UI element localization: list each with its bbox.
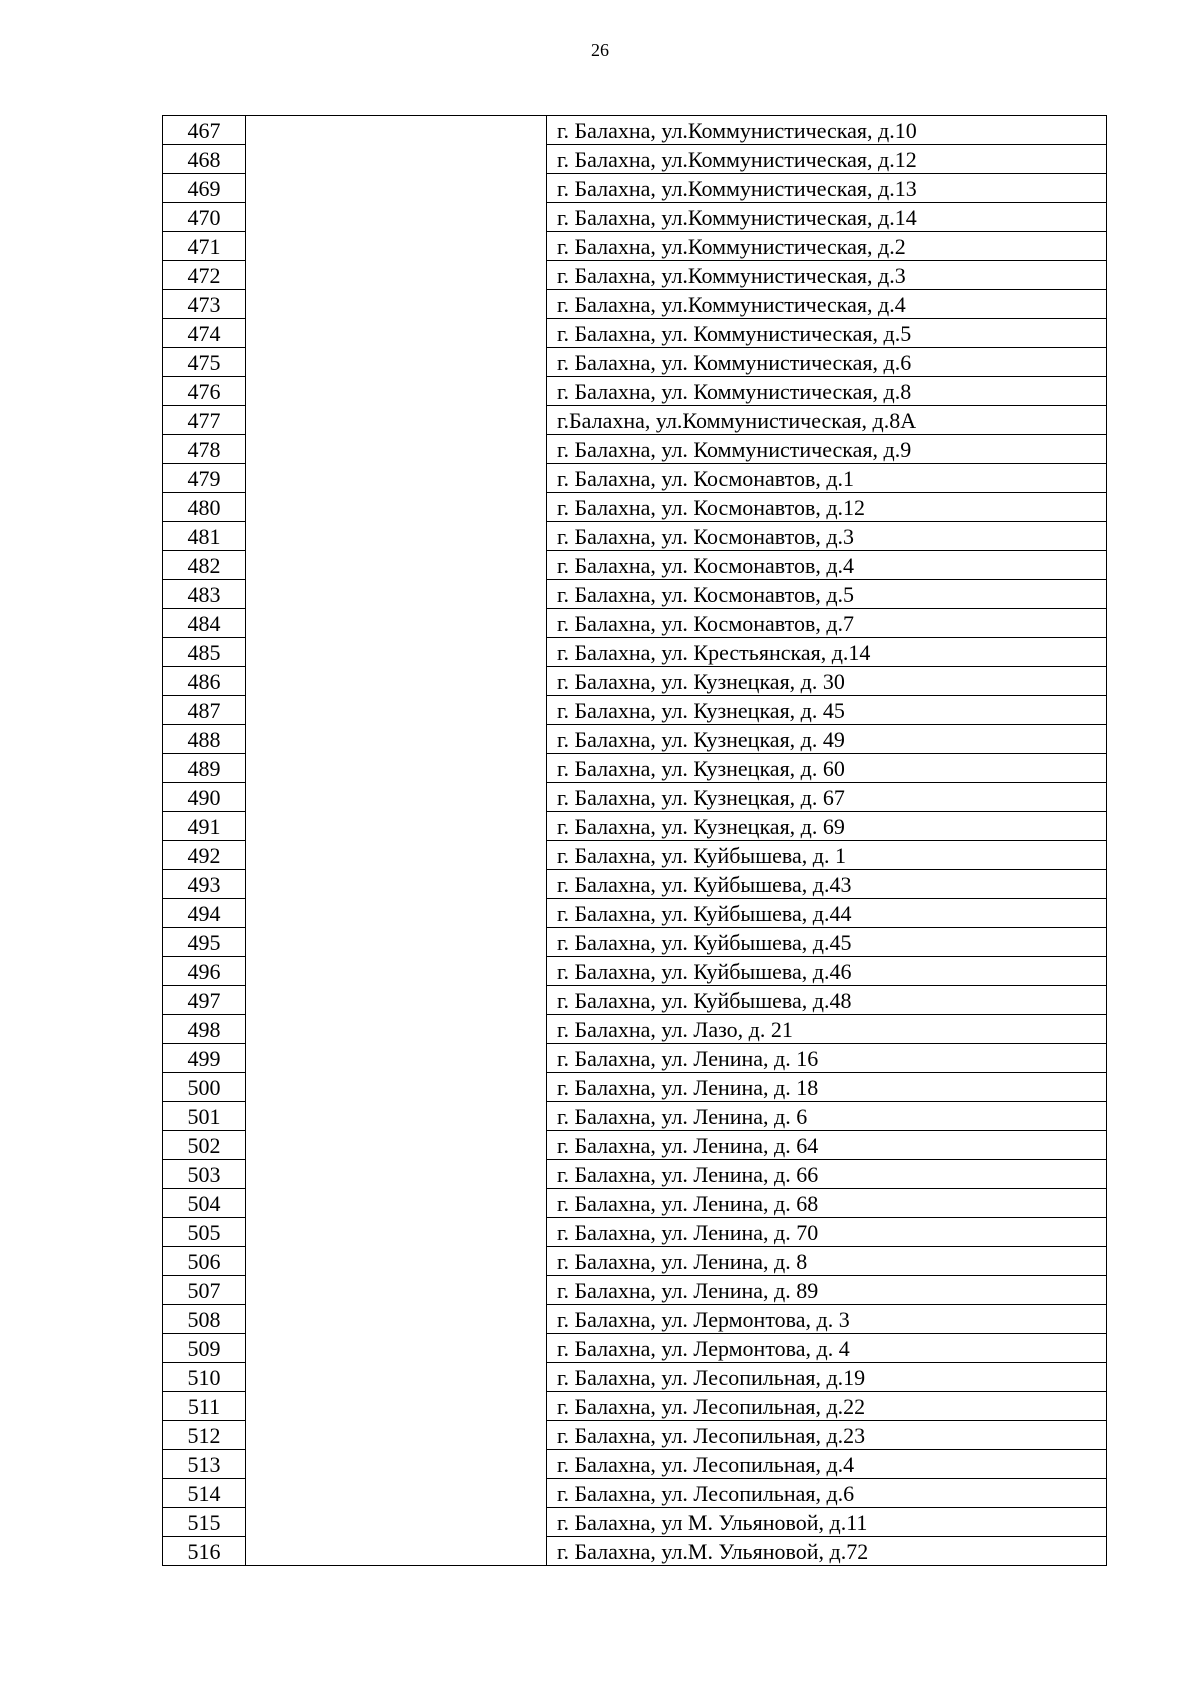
row-number-cell: 482: [163, 551, 246, 580]
table-row: [163, 609, 1107, 638]
table-row: [163, 1276, 1107, 1305]
table-row: [163, 377, 1107, 406]
address-cell: г. Балахна, ул.Коммунистическая, д.3: [547, 261, 1107, 290]
empty-middle-cell: [246, 1450, 547, 1479]
row-number-cell: 480: [163, 493, 246, 522]
empty-middle-cell: [246, 1044, 547, 1073]
address-cell: г. Балахна, ул. Космонавтов, д.7: [547, 609, 1107, 638]
row-number-cell: 515: [163, 1508, 246, 1537]
empty-middle-cell: [246, 696, 547, 725]
table-row: [163, 1392, 1107, 1421]
table-row: [163, 232, 1107, 261]
empty-middle-cell: [246, 1073, 547, 1102]
empty-middle-cell: [246, 1421, 547, 1450]
address-cell: г. Балахна, ул. Ленина, д. 6: [547, 1102, 1107, 1131]
row-number-cell: 513: [163, 1450, 246, 1479]
address-cell: г. Балахна, ул. Ленина, д. 16: [547, 1044, 1107, 1073]
address-cell: г. Балахна, ул. Куйбышева, д.48: [547, 986, 1107, 1015]
row-number-cell: 504: [163, 1189, 246, 1218]
empty-middle-cell: [246, 1392, 547, 1421]
address-cell: г. Балахна, ул. Космонавтов, д.1: [547, 464, 1107, 493]
empty-middle-cell: [246, 667, 547, 696]
address-cell: г. Балахна, ул.Коммунистическая, д.10: [547, 116, 1107, 145]
row-number-cell: 499: [163, 1044, 246, 1073]
row-number-cell: 486: [163, 667, 246, 696]
table-row: [163, 899, 1107, 928]
address-cell: г. Балахна, ул. Лесопильная, д.19: [547, 1363, 1107, 1392]
row-number-cell: 471: [163, 232, 246, 261]
row-number-cell: 478: [163, 435, 246, 464]
address-cell: г. Балахна, ул. Кузнецкая, д. 60: [547, 754, 1107, 783]
table-row: [163, 812, 1107, 841]
table-row: [163, 957, 1107, 986]
address-cell: г. Балахна, ул.Коммунистическая, д.12: [547, 145, 1107, 174]
table-row: [163, 1218, 1107, 1247]
address-cell: г.Балахна, ул.Коммунистическая, д.8А: [547, 406, 1107, 435]
row-number-cell: 485: [163, 638, 246, 667]
table-row: [163, 203, 1107, 232]
row-number-cell: 477: [163, 406, 246, 435]
row-number-cell: 479: [163, 464, 246, 493]
empty-middle-cell: [246, 116, 547, 145]
empty-middle-cell: [246, 1247, 547, 1276]
empty-middle-cell: [246, 1334, 547, 1363]
table-row: [163, 435, 1107, 464]
row-number-cell: 502: [163, 1131, 246, 1160]
table-row: [163, 1102, 1107, 1131]
address-cell: г. Балахна, ул. Кузнецкая, д. 45: [547, 696, 1107, 725]
address-cell: г. Балахна, ул. Лесопильная, д.4: [547, 1450, 1107, 1479]
address-cell: г. Балахна, ул. Лесопильная, д.6: [547, 1479, 1107, 1508]
table-row: [163, 841, 1107, 870]
empty-middle-cell: [246, 899, 547, 928]
empty-middle-cell: [246, 493, 547, 522]
address-cell: г. Балахна, ул М. Ульяновой, д.11: [547, 1508, 1107, 1537]
table-row: [163, 1479, 1107, 1508]
page-number: 26: [591, 40, 609, 60]
table-row: [163, 986, 1107, 1015]
row-number-cell: 497: [163, 986, 246, 1015]
empty-middle-cell: [246, 1102, 547, 1131]
row-number-cell: 472: [163, 261, 246, 290]
row-number-cell: 469: [163, 174, 246, 203]
empty-middle-cell: [246, 638, 547, 667]
table-row: [163, 1537, 1107, 1566]
row-number-cell: 495: [163, 928, 246, 957]
address-cell: г. Балахна, ул. Куйбышева, д.44: [547, 899, 1107, 928]
row-number-cell: 514: [163, 1479, 246, 1508]
address-cell: г. Балахна, ул. Ленина, д. 89: [547, 1276, 1107, 1305]
table-row: [163, 1363, 1107, 1392]
empty-middle-cell: [246, 406, 547, 435]
table-row: [163, 696, 1107, 725]
address-cell: г. Балахна, ул.Коммунистическая, д.13: [547, 174, 1107, 203]
table-row: [163, 1160, 1107, 1189]
address-table: [162, 115, 1107, 1566]
address-cell: г. Балахна, ул. Лермонтова, д. 3: [547, 1305, 1107, 1334]
table-row: [163, 522, 1107, 551]
empty-middle-cell: [246, 377, 547, 406]
address-cell: г. Балахна, ул. Кузнецкая, д. 49: [547, 725, 1107, 754]
row-number-cell: 516: [163, 1537, 246, 1566]
table-row: [163, 870, 1107, 899]
row-number-cell: 509: [163, 1334, 246, 1363]
row-number-cell: 505: [163, 1218, 246, 1247]
address-cell: г. Балахна, ул. Крестьянская, д.14: [547, 638, 1107, 667]
empty-middle-cell: [246, 290, 547, 319]
row-number-cell: 496: [163, 957, 246, 986]
address-cell: г. Балахна, ул. Космонавтов, д.5: [547, 580, 1107, 609]
row-number-cell: 508: [163, 1305, 246, 1334]
address-cell: г. Балахна, ул. Кузнецкая, д. 30: [547, 667, 1107, 696]
address-cell: г. Балахна, ул. Куйбышева, д. 1: [547, 841, 1107, 870]
address-cell: г. Балахна, ул.Коммунистическая, д.2: [547, 232, 1107, 261]
row-number-cell: 493: [163, 870, 246, 899]
table-row: [163, 493, 1107, 522]
table-row: [163, 290, 1107, 319]
table-row: [163, 1334, 1107, 1363]
empty-middle-cell: [246, 551, 547, 580]
empty-middle-cell: [246, 725, 547, 754]
table-row: [163, 406, 1107, 435]
row-number-cell: 488: [163, 725, 246, 754]
empty-middle-cell: [246, 1305, 547, 1334]
row-number-cell: 481: [163, 522, 246, 551]
address-cell: г. Балахна, ул.Коммунистическая, д.4: [547, 290, 1107, 319]
table-row: [163, 1131, 1107, 1160]
empty-middle-cell: [246, 1479, 547, 1508]
row-number-cell: 506: [163, 1247, 246, 1276]
row-number-cell: 487: [163, 696, 246, 725]
row-number-cell: 490: [163, 783, 246, 812]
address-cell: г. Балахна, ул.М. Ульяновой, д.72: [547, 1537, 1107, 1566]
table-row: [163, 1450, 1107, 1479]
address-cell: г. Балахна, ул. Лесопильная, д.23: [547, 1421, 1107, 1450]
empty-middle-cell: [246, 1276, 547, 1305]
address-cell: г. Балахна, ул.Коммунистическая, д.14: [547, 203, 1107, 232]
address-cell: г. Балахна, ул. Ленина, д. 68: [547, 1189, 1107, 1218]
table-row: [163, 754, 1107, 783]
table-row: [163, 1421, 1107, 1450]
empty-middle-cell: [246, 232, 547, 261]
row-number-cell: 476: [163, 377, 246, 406]
row-number-cell: 467: [163, 116, 246, 145]
address-cell: г. Балахна, ул. Космонавтов, д.4: [547, 551, 1107, 580]
address-cell: г. Балахна, ул. Коммунистическая, д.9: [547, 435, 1107, 464]
row-number-cell: 491: [163, 812, 246, 841]
address-cell: г. Балахна, ул. Коммунистическая, д.5: [547, 319, 1107, 348]
empty-middle-cell: [246, 348, 547, 377]
table-row: [163, 580, 1107, 609]
row-number-cell: 511: [163, 1392, 246, 1421]
address-cell: г. Балахна, ул. Ленина, д. 8: [547, 1247, 1107, 1276]
row-number-cell: 510: [163, 1363, 246, 1392]
row-number-cell: 501: [163, 1102, 246, 1131]
row-number-cell: 475: [163, 348, 246, 377]
table-row: [163, 319, 1107, 348]
address-cell: г. Балахна, ул. Коммунистическая, д.6: [547, 348, 1107, 377]
address-cell: г. Балахна, ул. Кузнецкая, д. 67: [547, 783, 1107, 812]
table-row: [163, 1305, 1107, 1334]
address-cell: г. Балахна, ул. Космонавтов, д.12: [547, 493, 1107, 522]
empty-middle-cell: [246, 609, 547, 638]
empty-middle-cell: [246, 870, 547, 899]
empty-middle-cell: [246, 1508, 547, 1537]
row-number-cell: 474: [163, 319, 246, 348]
row-number-cell: 500: [163, 1073, 246, 1102]
empty-middle-cell: [246, 1160, 547, 1189]
row-number-cell: 498: [163, 1015, 246, 1044]
table-row: [163, 261, 1107, 290]
empty-middle-cell: [246, 203, 547, 232]
address-cell: г. Балахна, ул. Куйбышева, д.46: [547, 957, 1107, 986]
empty-middle-cell: [246, 783, 547, 812]
empty-middle-cell: [246, 1218, 547, 1247]
table-row: [163, 725, 1107, 754]
table-row: [163, 1189, 1107, 1218]
empty-middle-cell: [246, 841, 547, 870]
table-row: [163, 1247, 1107, 1276]
empty-middle-cell: [246, 1015, 547, 1044]
row-number-cell: 468: [163, 145, 246, 174]
empty-middle-cell: [246, 261, 547, 290]
row-number-cell: 473: [163, 290, 246, 319]
table-row: [163, 783, 1107, 812]
empty-middle-cell: [246, 319, 547, 348]
row-number-cell: 512: [163, 1421, 246, 1450]
address-cell: г. Балахна, ул. Лазо, д. 21: [547, 1015, 1107, 1044]
row-number-cell: 507: [163, 1276, 246, 1305]
address-cell: г. Балахна, ул. Коммунистическая, д.8: [547, 377, 1107, 406]
table-row: [163, 1015, 1107, 1044]
address-cell: г. Балахна, ул. Космонавтов, д.3: [547, 522, 1107, 551]
table-row: [163, 667, 1107, 696]
row-number-cell: 484: [163, 609, 246, 638]
address-cell: г. Балахна, ул. Лесопильная, д.22: [547, 1392, 1107, 1421]
address-cell: г. Балахна, ул. Ленина, д. 64: [547, 1131, 1107, 1160]
empty-middle-cell: [246, 580, 547, 609]
table-row: [163, 1508, 1107, 1537]
empty-middle-cell: [246, 1189, 547, 1218]
table-row: [163, 464, 1107, 493]
row-number-cell: 503: [163, 1160, 246, 1189]
empty-middle-cell: [246, 1131, 547, 1160]
empty-middle-cell: [246, 1363, 547, 1392]
row-number-cell: 489: [163, 754, 246, 783]
empty-middle-cell: [246, 522, 547, 551]
table-row: [163, 1044, 1107, 1073]
table-row: [163, 174, 1107, 203]
row-number-cell: 483: [163, 580, 246, 609]
table-row: [163, 145, 1107, 174]
empty-middle-cell: [246, 986, 547, 1015]
empty-middle-cell: [246, 928, 547, 957]
address-cell: г. Балахна, ул. Куйбышева, д.43: [547, 870, 1107, 899]
empty-middle-cell: [246, 145, 547, 174]
empty-middle-cell: [246, 464, 547, 493]
table-row: [163, 1073, 1107, 1102]
table-row: [163, 116, 1107, 145]
address-cell: г. Балахна, ул. Ленина, д. 70: [547, 1218, 1107, 1247]
row-number-cell: 494: [163, 899, 246, 928]
table-row: [163, 638, 1107, 667]
address-cell: г. Балахна, ул. Ленина, д. 66: [547, 1160, 1107, 1189]
address-cell: г. Балахна, ул. Лермонтова, д. 4: [547, 1334, 1107, 1363]
empty-middle-cell: [246, 812, 547, 841]
address-cell: г. Балахна, ул. Куйбышева, д.45: [547, 928, 1107, 957]
address-cell: г. Балахна, ул. Кузнецкая, д. 69: [547, 812, 1107, 841]
table-body: [163, 116, 1107, 1566]
empty-middle-cell: [246, 174, 547, 203]
empty-middle-cell: [246, 754, 547, 783]
table-row: [163, 348, 1107, 377]
row-number-cell: 492: [163, 841, 246, 870]
empty-middle-cell: [246, 435, 547, 464]
empty-middle-cell: [246, 1537, 547, 1566]
row-number-cell: 470: [163, 203, 246, 232]
table-row: [163, 928, 1107, 957]
address-cell: г. Балахна, ул. Ленина, д. 18: [547, 1073, 1107, 1102]
empty-middle-cell: [246, 957, 547, 986]
table-row: [163, 551, 1107, 580]
